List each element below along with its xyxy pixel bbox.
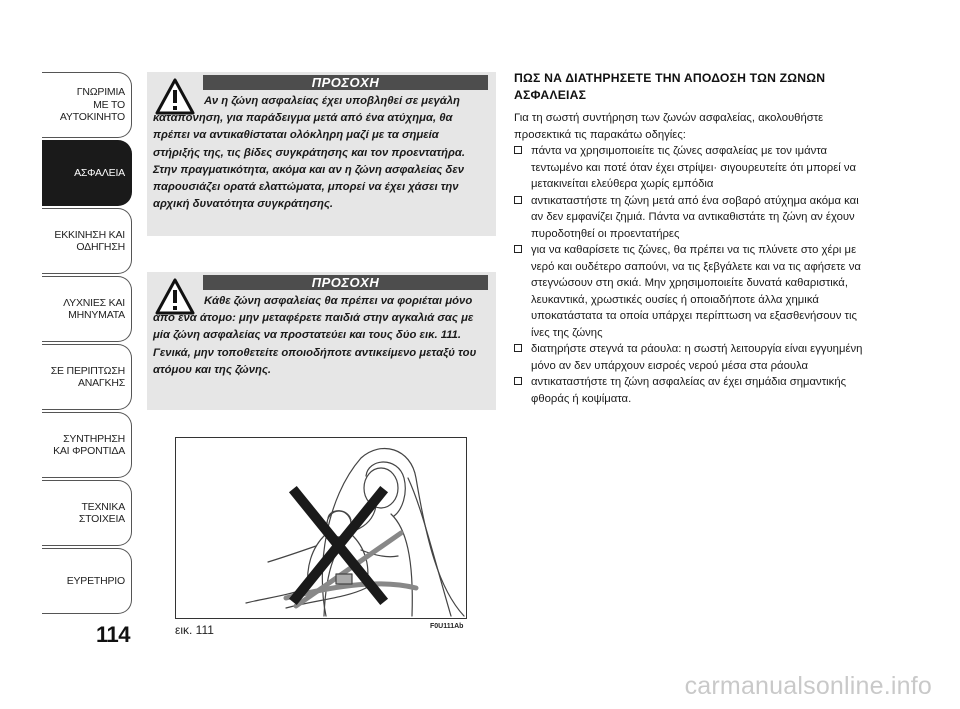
warning-heading: ΠΡΟΣΟΧΗ	[203, 75, 488, 90]
checkbox-bullet-icon	[514, 196, 522, 204]
warning-lead: Κάθε ζώνη ασφαλείας θα πρέπει να φοριέται μόνο από ένα άτομο: μην μεταφέρετε παιδιά	[153, 295, 473, 325]
warning-box	[147, 72, 496, 236]
page-number: 114	[96, 622, 130, 647]
section-tabs	[42, 72, 132, 616]
tab-maintenance[interactable]: ΣΥΝΤΗΡΗΣΗ ΚΑΙ ΦΡΟΝΤΙΔΑ	[42, 412, 132, 478]
figure-illustration	[175, 437, 467, 619]
warning-text	[153, 293, 488, 379]
tab-safety[interactable]: ΑΣΦΑΛΕΙΑ	[42, 140, 132, 206]
checkbox-bullet-icon	[514, 344, 522, 352]
warning-lead: Αν η ζώνη ασφαλείας έχει υποβληθεί σε μεγάλη καταπόνηση, για παράδειγμα μετά	[153, 95, 460, 125]
seatbelt-child-illustration	[176, 438, 466, 618]
tab-index[interactable]: ΕΥΡΕΤΗΡΙΟ	[42, 548, 132, 614]
instruction-list	[514, 143, 874, 407]
warning-heading: ΠΡΟΣΟΧΗ	[203, 275, 488, 290]
warning-box	[147, 272, 496, 410]
figure-caption: εικ. 111	[175, 623, 214, 637]
list-item: αντικαταστήστε τη ζώνη μετά από ένα σοβαρό ατύχημα ακόμα και αν δεν εμφανίζει ζημιά. Πάντα να αντικαθιστάτε τη ζώνη αν έχουν πυροδοτηθεί οι προεντατήρες	[514, 193, 874, 243]
list-item: διατηρήστε στεγνά τα ράουλα: η σωστή λειτουργία είναι εγγυημένη μόνο αν δεν υπάρχουν εισροές νερού μέσα στα ράουλα	[514, 341, 874, 374]
figure-code: F0U111Ab	[430, 623, 464, 630]
warning-rest: από ένα ατύχημα, θα πρέπει να αντικαθίσταται ολόκληρη μαζί με τα σημεία στήριξής της, τις βίδες συγκράτησης και τον προεντατήρα. Στην πραγματικότητα, ακόμα και αν η ζώνη ασφαλείας δεν παρουσιάζει ορατά ελαττώματα, μπορεί να έχει χάσει την αρχική δυνατότητα συγκράτησης.	[153, 112, 465, 211]
checkbox-bullet-icon	[514, 377, 522, 385]
list-item: πάντα να χρησιμοποιείτε τις ζώνες ασφαλείας με τον ιμάντα τεντωμένο και ποτέ όταν έχει στρίψει· σιγουρευτείτε ότι μπορεί να μετακινείται ελεύθερα χωρίς εμπόδια	[514, 143, 874, 193]
warning-text	[153, 93, 488, 213]
section-intro: Για τη σωστή συντήρηση των ζωνών ασφαλείας, ακολουθήστε προσεκτικά τις παρακάτω οδηγίες:	[514, 112, 824, 141]
checkbox-bullet-icon	[514, 245, 522, 253]
maintenance-section	[514, 70, 874, 407]
tab-technical-data[interactable]: ΤΕΧΝΙΚΑ ΣΤΟΙΧΕΙΑ	[42, 480, 132, 546]
list-item: για να καθαρίσετε τις ζώνες, θα πρέπει να τις πλύνετε στο χέρι με νερό και ουδέτερο σαπούνι, να τις ξεβγάλετε και να τις αφήσετε να στεγνώσουν στη σκιά. Μην χρησιμοποιείτε δυνατά καθαριστικά, λευκαντικά, χρωστικές ουσίες ή οποιαδήποτε άλλα χημικά υποκατάστατα τα οποία υπάρχει περίπτωση να εξασθενήσουν τις ίνες της ζώνης	[514, 242, 874, 341]
watermark: carmanualsonline.info	[684, 672, 932, 700]
tab-emergency[interactable]: ΣΕ ΠΕΡΙΠΤΩΣΗ ΑΝΑΓΚΗΣ	[42, 344, 132, 410]
tab-intro[interactable]: ΓΝΩΡΙΜΙΑ ΜΕ ΤΟ ΑΥΤΟΚΙΝΗΤΟ	[42, 72, 132, 138]
section-title: ΠΩΣ ΝΑ ΔΙΑΤΗΡΗΣΕΤΕ ΤΗΝ ΑΠΟΔΟΣΗ ΤΩΝ ΖΩΝΩΝ ΑΣΦΑΛΕΙΑΣ	[514, 71, 826, 102]
list-item: αντικαταστήστε τη ζώνη ασφαλείας αν έχει σημάδια σημαντικής φθοράς ή κοψίματα.	[514, 374, 874, 407]
tab-starting-driving[interactable]: ΕΚΚΙΝΗΣΗ ΚΑΙ ΟΔΗΓΗΣΗ	[42, 208, 132, 274]
warning-rest: στην αγκαλιά σας με μία ζώνη ασφαλείας να προστατεύει και τους δύο εικ. 111. Γενικά, μην τοποθετείτε οποιοδήποτε αντικείμενο μεταξύ του ατόμου και της ζώνης.	[153, 312, 477, 376]
tab-warning-lights[interactable]: ΛΥΧΝΙΕΣ ΚΑΙ ΜΗΝΥΜΑΤΑ	[42, 276, 132, 342]
checkbox-bullet-icon	[514, 146, 522, 154]
